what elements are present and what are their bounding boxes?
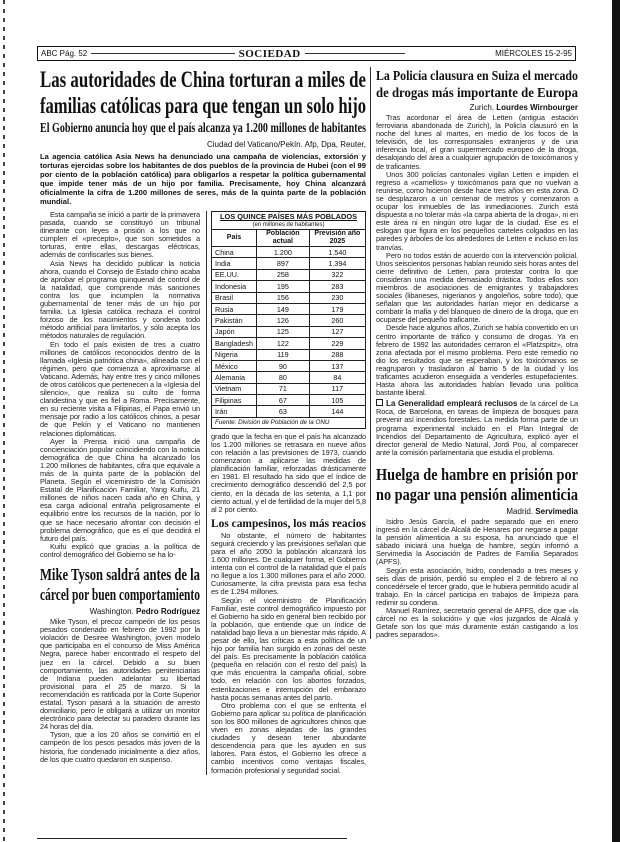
current-population-cell: 63 — [256, 406, 309, 417]
generalidad-brief — [376, 399, 578, 457]
current-population-cell: 149 — [256, 303, 309, 314]
forecast-2025-cell: 105 — [309, 395, 365, 406]
zurich-body — [376, 114, 578, 397]
dateline-author: Pedro Rodríguez — [135, 607, 200, 617]
headline-text: Mike Tyson saldrá antes de la — [40, 565, 200, 585]
current-population-cell: 67 — [256, 395, 309, 406]
paragraph: Pero no todos están de acuerdo con la intervención policial. Unos seiscientos personas habían reunido seis horas antes del cierre definitivo de Letten, para protestar contra lo que consideran una medida demasiado drástica. Todos ellos son miembros de asociaciones de emigrantes y trabajadores sociales (libaneses, nigerianos y angoleños, sobre todo), que señalan que las autoridades harían mejor en dedicarse a combatir la mafia y del blanqueo de dinero de la droga, que en ocuparse del pequeño traficante. — [376, 250, 578, 325]
table-title: LOS QUINCE PAÍSES MÁS POBLADOS — [219, 212, 357, 221]
paragraph: Según esta asociación, Isidro, condenado a tres meses y seis días de prisión, perdió su empleo el 2 de febrero al no concedérsele el tercer grado, que le hubiera permitido acudir al trabajo. En la cárcel participa en trabajos de limpieza para redimir su condena. — [376, 565, 578, 607]
country-cell: Irán — [212, 406, 256, 417]
population-table — [211, 211, 366, 429]
country-cell: Brasil — [212, 292, 256, 303]
col-header-forecast: Previsión año 2025 — [309, 230, 365, 247]
country-cell: China — [212, 247, 256, 258]
tyson-body — [40, 618, 200, 764]
table-row — [212, 338, 365, 349]
brief-body: de la cárcel de La Roca, de Barcelona, en tareas de limpieza de bosques para prevenir así incendios forestales. La medida forma parte de un programa experimental incluido en el Plan Integral de Incendios del Departamento de Agricultura, explicó ayer el director general de Medio Natural, Jordi Pou, al comparecer ante la comisión parlamentaria que estudia el problema. — [376, 399, 578, 457]
zurich-dateline — [376, 103, 578, 113]
table-source: Fuente: División de Población de la ONU — [215, 418, 330, 426]
table-row — [212, 360, 365, 371]
dateline-place: Zurich. — [469, 103, 495, 112]
country-cell: Alemania — [212, 372, 256, 383]
forecast-2025-cell: 283 — [309, 281, 365, 292]
table-row — [212, 315, 365, 326]
huelga-dateline — [376, 507, 578, 517]
current-population-cell: 1.200 — [256, 247, 309, 258]
headline-text: de drogas más importante de Europa — [376, 85, 578, 100]
main-article — [40, 67, 366, 775]
current-population-cell: 122 — [256, 338, 309, 349]
bullet-square-icon — [376, 399, 383, 406]
headline-line — [376, 67, 578, 84]
section-title: SOCIEDAD — [238, 47, 301, 60]
headline-line — [376, 465, 578, 485]
paragraph: Asia News ha decidido publicar la noticia ahora, cuando el Consejo de Estado chino acaba de aprobar el programa quinquenal de control de la natalidad, que comprende más sanciones contra los que incumplen la normativa gubernamental de tener más de un hijo por familia. La Iglesia católica rechaza el control forzoso de los nacimientos y condena todo método artificial para limitarlos, y sólo acepta los métodos naturales de regulación. — [40, 258, 200, 341]
table-row — [212, 269, 365, 280]
current-population-cell: 90 — [256, 360, 309, 371]
table-row — [212, 303, 365, 314]
headline-text: cárcel por buen comportamiento — [40, 585, 200, 605]
paragraph: En todo el país existen de tres a cuatro millones de católicos reconocidos dentro de la llamada «Iglesia patriótica china», alineada con el régimen, pero que comienza a aproximarse al Vaticano. Además, hay entre tres y cinco millones de otros católicos que pertenecen a la «Iglesia del silencio», que realiza su culto de forma clandestina y que es fiel a Roma. Precisamente, en su reciente visita a Filipinas, el Papa envió un mensaje por radio a los católicos chinos, a pesar de que Pekín y el Vaticano no mantienen relaciones diplomáticas. — [40, 339, 200, 438]
dateline-place: Madrid. — [506, 506, 534, 516]
forecast-2025-cell: 288 — [309, 349, 365, 360]
dateline-place: Washington. — [89, 607, 134, 617]
paragraph: Otro problema con el que se enfrenta el Gobierno para aplicar su política de planificación son los 800 millones de agricultores chinos que viven en zonas alejadas de las grandes ciudades y desean tener abundante descendencia para que les ayuden en sus labores. Para éstos, el Gobierno les ofrece a cambio incentivos como ventajas fiscales, formación profesional y seguridad social. — [211, 700, 366, 775]
country-cell: India — [212, 258, 256, 269]
forecast-2025-cell: 84 — [309, 372, 365, 383]
col-header-country: País — [212, 230, 256, 247]
current-population-cell: 156 — [256, 292, 309, 303]
section-subhead — [211, 516, 366, 531]
paragraph: Desde hace algunos años, Zurich se había convertido en un centro importante de tráfico y consumo de drogas. Ya en febrero de 1992 las autoridades cerraron el «Platzspitz», otra zona afectada por el mismo problema. Pero este remedio no dio los resultados que se esperaban, y los toxicómanos se reagruparon y trasladaron al barrio 5 de la ciudad y los traficantes acudieron enseguida a venderles estupefacientes. Hasta ahora las autoridades habían llevado una política bastante liberal. — [376, 323, 578, 398]
current-population-cell: 897 — [256, 258, 309, 269]
forecast-2025-cell: 1.394 — [309, 258, 365, 269]
country-cell: Vietnam — [212, 383, 256, 394]
table-row — [212, 406, 365, 417]
table-row — [212, 258, 365, 269]
current-population-cell: 126 — [256, 315, 309, 326]
forecast-2025-cell: 230 — [309, 292, 365, 303]
main-body-col2b — [211, 532, 366, 775]
current-population-cell: 80 — [256, 372, 309, 383]
headline-text: Las autoridades de China torturan a miles de — [40, 67, 366, 92]
forecast-2025-cell: 117 — [309, 383, 365, 394]
table-row — [212, 281, 365, 292]
paragraph: Isidro Jesús García, el padre separado que en enero ingresó en la cárcel de Alcalá de Henares por negarse a pagar la pensión alimenticia a su esposa, ha anunciado que el sábado iniciará una huelga de hambre, según informó a Servimedia la Asociación de Padres de Familia Separados (APFS). — [376, 516, 578, 567]
main-body-col2 — [211, 433, 366, 514]
tyson-dateline — [40, 607, 200, 617]
subhead-text: El Gobierno anuncia hoy que el país alcanza ya 1.200 millones de habitantes — [40, 121, 366, 136]
current-population-cell: 258 — [256, 269, 309, 280]
main-subhead — [40, 120, 366, 138]
huelga-headline — [376, 465, 578, 505]
paragraph: Manuel Ramírez, secretario general de APFS, dice que «la cárcel no es la solución» y que «los juzgados de Alcalá y Getafe son los que más duramente están castigando a los padres separados». — [376, 605, 578, 640]
paragraph: Tras acordonar el área de Letten (antigua estación ferroviaria abandonada de Zurich), la Policía clausuró en la noche del lunes al martes, en medio de los focos de la televisión, de los corresponsales extranjeros y de una inferencia local, el gran supermercado europeo de la droga, desalojando del área a cualquier agrupación de toxicómanos y de traficantes. — [376, 113, 578, 171]
huelga-body — [376, 518, 578, 639]
current-population-cell: 195 — [256, 281, 309, 292]
forecast-2025-cell: 260 — [309, 315, 365, 326]
headline-line — [40, 67, 366, 93]
paragraph: Ayer la Prensa inició una campaña de concienciación popular coincidiendo con la noticia demográfica de que China ha alcanzado los 1.200 millones de habitantes, cifra que equivale a más de la quinta parte de la población del Planeta. Según el viceministro de la Comisión Estatal de Planificación Familiar, Yang Kuifu, 21 millones de niños nacen cada año en China, y esa carga adicional entraña peligrosamente el equilibrio entre los recursos de la nación, por lo que se hace necesario afrontar con decisión el problema demográfico, que es el que decidirá el futuro del país. — [40, 436, 200, 543]
forecast-2025-cell: 229 — [309, 338, 365, 349]
country-cell: Japón — [212, 326, 256, 337]
paragraph: Tyson, que a los 20 años se convirtió en el campeón de los pesos pesados más joven de la historia, fue condenado inicialmente a diez años, de los que cuatro quedaron en suspenso. — [40, 730, 200, 764]
headline-line — [40, 565, 200, 585]
col-header-current: Población actual — [256, 230, 309, 247]
dateline-author: Lourdes Wirnbourger — [496, 103, 578, 112]
headline-text: familias católicas para que tengan un solo hijo — [40, 93, 366, 118]
paragraph: No obstante, el número de habitantes seguirá creciendo y las previsiones señalan que para el año 2050 la población alcanzará los 1.600 millones. De cualquier forma, el Gobierno intenta con el control de la natalidad que el país no llegue a los 1.300 millones para el año 2000. Curiosamente, la cifra prevista para esa fecha es de 1.294 millones. — [211, 530, 366, 597]
table-row — [212, 326, 365, 337]
main-body-col1 — [40, 211, 200, 559]
table-row — [212, 383, 365, 394]
paragraph: Mike Tyson, el precoz campeón de los pesos pesados condenado en febrero de 1992 por la violación de Desiree Washington, joven modelo que participaba en el concurso de Miss América Negra, parece haber encontrado el respeto del juez en la cárcel. Debido a su buen comportamiento, las autoridades penitenciarias de Indiana pueden adelantar su libertad provisional para el 25 de marzo. Si la recomendación es ratificada por la Corte Superior estatal, Tyson pasará a la situación de arresto domiciliario, pero le obligará a utilizar un monitor electrónico para detectar su paradero durante las 24 horas del día. — [40, 617, 200, 732]
paragraph: Esta campaña se inició a partir de la primavera pasada, cuando se constituyó un tribunal itinerante con leyes a prisión a los que no cumplen el «precepto», que son sometidos a torturas, entre ellas, descargas eléctricas, además de confiscarles sus bienes. — [40, 210, 200, 260]
subhead-text: Los campesinos, los más reacios — [211, 515, 366, 530]
middle-column — [206, 211, 366, 775]
main-dateline: Ciudad del Vaticano/Pekín. Afp, Dpa, Reuter, — [206, 140, 366, 149]
current-population-cell: 125 — [256, 326, 309, 337]
table-row — [212, 349, 365, 360]
headline-line — [40, 93, 366, 119]
country-cell: México — [212, 360, 256, 371]
main-columns — [40, 211, 366, 775]
bottom-rule — [37, 838, 347, 839]
paragraph: Kuifu explicó que gracias a la política de control demográfico del Gobierno se ha lo- — [40, 541, 200, 559]
scan-edge-bar — [612, 0, 620, 842]
table-row — [212, 372, 365, 383]
forecast-2025-cell: 127 — [309, 326, 365, 337]
brief-title: La Generalidad empleará reclusos — [386, 399, 518, 409]
headline-text: La Policía clausura en Suiza el mercado — [376, 68, 578, 83]
table-row — [212, 247, 365, 258]
page-date: MIÉRCOLES 15-2-95 — [495, 49, 572, 58]
forecast-2025-cell: 179 — [309, 303, 365, 314]
headline-text: no pagar una pensión alimenticia — [376, 484, 578, 504]
country-cell: Bangladesh — [212, 338, 256, 349]
table-row — [212, 292, 365, 303]
table-subtitle: (en millones de habitantes) — [212, 221, 365, 230]
current-population-cell: 71 — [256, 383, 309, 394]
right-column — [370, 67, 578, 639]
left-column — [40, 211, 200, 775]
table-row — [212, 395, 365, 406]
zurich-headline — [376, 67, 578, 101]
paragraph: grado que la fecha en que el país ha alcanzado los 1.200 millones se retrasara en nueve años con relación a las previsiones de 1973, cuando comenzaron a aplicarse las medidas de planificación familiar, reforzadas drásticamente en 1981. El resultado ha sido que el índice de crecimiento demográfico descendió del 2,5 por ciento, en la década de los setenta, a 1,1 por ciento actual, y el de fertilidad de la mujer del 5,8 al 2 por ciento. — [211, 431, 366, 514]
forecast-2025-cell: 1.540 — [309, 247, 365, 258]
scan-edge-marks — [3, 0, 5, 842]
current-population-cell: 119 — [256, 349, 309, 360]
paragraph: Unos 300 policías cantonales vigilan Letten e impiden el regreso a «camellos» y toxicómanos para que no vuelvan a reunirse, como hicieron desde hace tres años en esta zona. O se desplazaron a un centenar de metros y comenzaron a ocupar los inmuebles de las inmediaciones. Zurich está dispuesta a no tolerar más «la carpa abierta de la droga», ni en este área ni en ningún otro lugar de la ciudad. Ese es el eslogan que figura en los pequeños carteles colgados en las paredes y árboles de los alrededores de Letten e incluso en los tranvías. — [376, 169, 578, 252]
main-lead: La agencia católica Asia News ha denunciado una campaña de violencias, extorsión y torturas ejercidas sobre los habitantes de dos pueblos de la provincia de Hubei (con el 99 por ciento de la población católica) para obligarlos a respetar la política gubernamental que impide tener más de un hijo por familia. Precisamente, hoy China alcanzará oficialmente la cifra de 1.200 millones de seres, más de la quinta parte de la población mundial. — [40, 152, 366, 206]
headline-text: Huelga de hambre en prisión por — [376, 464, 578, 484]
dateline-author: Servimedia — [535, 506, 578, 516]
paragraph: Según el viceministro de Planificación Familiar, este control demográfico impuesto por el Gobierno ha sido en general bien recibido por la población, que entiende que un índice de natalidad bajo lleva a un bienestar más rápido. A pesar de ello, las críticas a esta política de un hijo por familia han surgido en zonas del oeste del país. Es precisamente la población católica (pequeña en relación con el resto del país) la que más encuentra la campaña oficial, sobre todo, en relación con los abortos forzados, esterilizaciones e interrupción del embarazo hasta pocas semanas antes del parto. — [211, 595, 366, 702]
country-cell: Rusia — [212, 303, 256, 314]
forecast-2025-cell: 322 — [309, 269, 365, 280]
headline-line — [376, 84, 578, 101]
headline-line — [376, 485, 578, 505]
country-cell: Pakistán — [212, 315, 256, 326]
country-cell: EE.UU. — [212, 269, 256, 280]
tyson-headline — [40, 565, 200, 605]
headline-line — [40, 585, 200, 605]
forecast-2025-cell: 144 — [309, 406, 365, 417]
page-number: ABC Pág. 52 — [41, 49, 88, 58]
country-cell: Nigeria — [212, 349, 256, 360]
country-cell: Indonesia — [212, 281, 256, 292]
forecast-2025-cell: 137 — [309, 360, 365, 371]
page-header — [37, 46, 576, 61]
country-cell: Filipinas — [212, 395, 256, 406]
